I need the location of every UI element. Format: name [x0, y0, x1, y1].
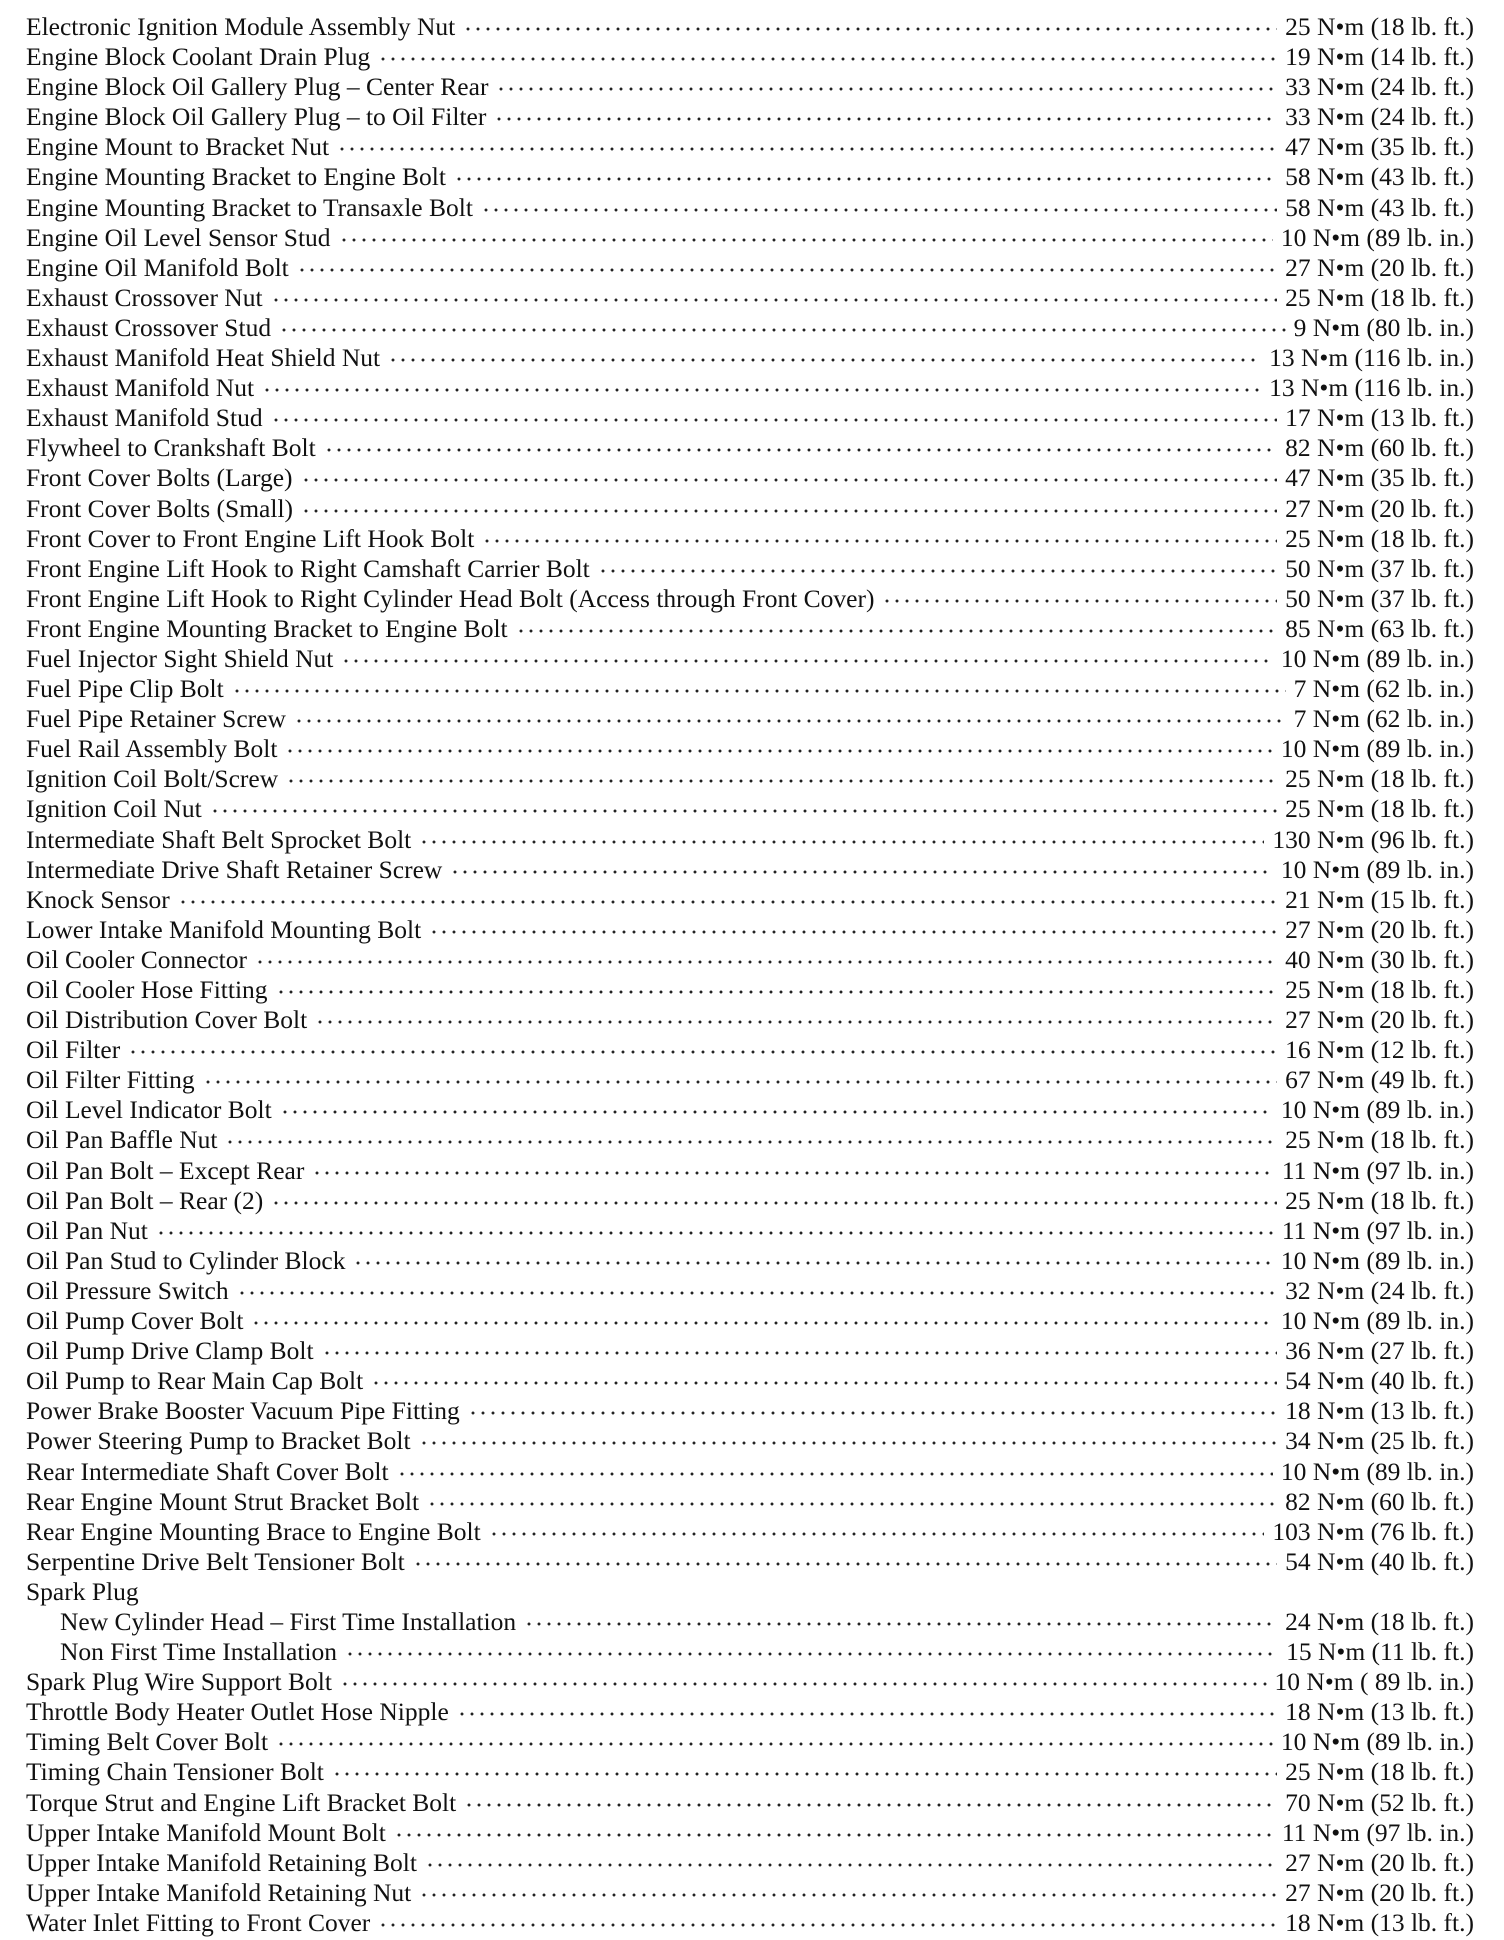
spec-label: Power Steering Pump to Bracket Bolt: [26, 1426, 411, 1456]
spec-value: 82 N•m (60 lb. ft.): [1285, 433, 1474, 463]
spec-label: Engine Block Oil Gallery Plug – Center Rear: [26, 72, 489, 102]
spec-sub-row: [26, 1637, 1474, 1667]
spec-value: 18 N•m (13 lb. ft.): [1285, 1907, 1474, 1937]
dot-leader: [156, 1229, 1274, 1237]
spec-label: Oil Pan Stud to Cylinder Block: [26, 1245, 346, 1275]
spec-value: 36 N•m (27 lb. ft.): [1285, 1336, 1474, 1366]
spec-value: 11 N•m (97 lb. in.): [1281, 1817, 1474, 1847]
spec-value: 16 N•m (12 lb. ft.): [1285, 1035, 1474, 1065]
spec-label: Oil Pump Drive Clamp Bolt: [26, 1336, 314, 1366]
spec-label: Engine Block Coolant Drain Plug: [26, 42, 371, 72]
dot-leader: [397, 1470, 1273, 1478]
dot-leader: [337, 145, 1277, 153]
spec-label: Rear Engine Mounting Brace to Engine Bolt: [26, 1516, 481, 1546]
dot-leader: [178, 898, 1277, 906]
spec-row: [26, 1878, 1474, 1908]
dot-leader: [394, 1831, 1274, 1839]
spec-label: Fuel Pipe Retainer Screw: [26, 704, 286, 734]
spec-label: Oil Level Indicator Bolt: [26, 1095, 272, 1125]
spec-value: 27 N•m (20 lb. ft.): [1285, 252, 1474, 282]
spec-value: 27 N•m (20 lb. ft.): [1285, 493, 1474, 523]
spec-row: [26, 614, 1474, 644]
spec-label: Ignition Coil Nut: [26, 794, 202, 824]
spec-value: 10 N•m (89 lb. in.): [1280, 643, 1474, 673]
spec-sub-row: [26, 1607, 1474, 1637]
spec-value: 54 N•m (40 lb. ft.): [1285, 1366, 1474, 1396]
dot-leader: [429, 928, 1277, 936]
spec-label: Front Engine Lift Hook to Right Camshaft Carrier Bolt: [26, 553, 590, 583]
spec-value: 33 N•m (24 lb. ft.): [1285, 72, 1474, 102]
dot-leader: [482, 537, 1277, 545]
spec-row: [26, 1426, 1474, 1456]
dot-leader: [494, 115, 1277, 123]
dot-leader: [463, 25, 1277, 33]
spec-label: New Cylinder Head – First Time Installation: [60, 1606, 517, 1636]
dot-leader: [297, 266, 1277, 274]
dot-leader: [427, 1500, 1277, 1508]
spec-label: Rear Engine Mount Strut Bracket Bolt: [26, 1486, 420, 1516]
spec-label: Fuel Rail Assembly Bolt: [26, 734, 278, 764]
spec-value: 50 N•m (37 lb. ft.): [1285, 583, 1474, 613]
dot-leader: [294, 717, 1286, 725]
spec-row: [26, 1216, 1474, 1246]
spec-row: [26, 223, 1474, 253]
spec-row: [26, 764, 1474, 794]
spec-row: [26, 253, 1474, 283]
spec-label: Exhaust Crossover Stud: [26, 312, 272, 342]
spec-value: 11 N•m (97 lb. in.): [1281, 1155, 1474, 1185]
spec-value: 130 N•m (96 lb. ft.): [1272, 824, 1474, 854]
spec-row: [26, 313, 1474, 343]
spec-value: 103 N•m (76 lb. ft.): [1272, 1516, 1474, 1546]
dot-leader: [225, 1138, 1277, 1146]
spec-value: 10 N•m (89 lb. in.): [1280, 854, 1474, 884]
dot-leader: [255, 958, 1277, 966]
spec-label: Timing Belt Cover Bolt: [26, 1727, 269, 1757]
dot-leader: [315, 1018, 1277, 1026]
dot-leader: [345, 1650, 1278, 1658]
spec-label: Knock Sensor: [26, 884, 170, 914]
spec-value: 25 N•m (18 lb. ft.): [1285, 764, 1474, 794]
spec-value: 47 N•m (35 lb. ft.): [1285, 132, 1474, 162]
spec-value: 33 N•m (24 lb. ft.): [1285, 102, 1474, 132]
spec-row: [26, 1005, 1474, 1035]
dot-leader: [332, 1770, 1277, 1778]
dot-leader: [280, 1108, 1273, 1116]
spec-value: 13 N•m (116 lb. in.): [1269, 343, 1474, 373]
dot-leader: [276, 988, 1278, 996]
spec-value: 24 N•m (18 lb. ft.): [1285, 1606, 1474, 1636]
spec-label: Front Engine Lift Hook to Right Cylinder Head Bolt (Access through Front Cover): [26, 583, 875, 613]
dot-leader: [468, 1409, 1277, 1417]
dot-leader: [378, 55, 1277, 63]
spec-label: Electronic Ignition Module Assembly Nut: [26, 12, 456, 41]
spec-row: [26, 1336, 1474, 1366]
dot-leader: [271, 1199, 1277, 1207]
spec-value: 25 N•m (18 lb. ft.): [1285, 1757, 1474, 1787]
spec-value: 40 N•m (30 lb. ft.): [1285, 944, 1474, 974]
spec-label: Lower Intake Manifold Mounting Bolt: [26, 914, 422, 944]
spec-value: 25 N•m (18 lb. ft.): [1285, 1185, 1474, 1215]
spec-label: Oil Filter Fitting: [26, 1065, 195, 1095]
spec-value: 25 N•m (18 lb. ft.): [1285, 794, 1474, 824]
spec-row: [26, 283, 1474, 313]
spec-value: 10 N•m (89 lb. in.): [1280, 1245, 1474, 1275]
dot-leader: [454, 175, 1277, 183]
spec-row: [26, 1065, 1474, 1095]
dot-leader: [340, 1680, 1267, 1688]
spec-label: Fuel Pipe Clip Bolt: [26, 674, 224, 704]
spec-row: [26, 1125, 1474, 1155]
spec-row: [26, 1818, 1474, 1848]
spec-row: [26, 825, 1474, 855]
spec-label: Throttle Body Heater Outlet Hose Nipple: [26, 1697, 449, 1727]
spec-row: [26, 674, 1474, 704]
dot-leader: [232, 687, 1286, 695]
dot-leader: [322, 1349, 1278, 1357]
spec-value: 32 N•m (24 lb. ft.): [1285, 1275, 1474, 1305]
dot-leader: [464, 1801, 1277, 1809]
spec-row: [26, 1156, 1474, 1186]
spec-value: 10 N•m (89 lb. in.): [1280, 1095, 1474, 1125]
spec-label: Exhaust Manifold Nut: [26, 373, 255, 403]
dot-leader: [203, 1078, 1278, 1086]
spec-row: [26, 704, 1474, 734]
spec-label: Exhaust Manifold Heat Shield Nut: [26, 343, 381, 373]
dot-leader: [312, 1169, 1274, 1177]
spec-value: 67 N•m (49 lb. ft.): [1285, 1065, 1474, 1095]
spec-row: [26, 1517, 1474, 1547]
spec-label: Ignition Coil Bolt/Screw: [26, 764, 279, 794]
spec-label: Water Inlet Fitting to Front Cover: [26, 1907, 371, 1937]
spec-label: Oil Pump to Rear Main Cap Bolt: [26, 1366, 364, 1396]
dot-leader: [598, 567, 1277, 575]
spec-row: [26, 945, 1474, 975]
dot-leader: [516, 627, 1278, 635]
dot-leader: [457, 1710, 1277, 1718]
dot-leader: [496, 85, 1277, 93]
dot-leader: [341, 657, 1273, 665]
spec-row: [26, 734, 1474, 764]
spec-row: [26, 1035, 1474, 1065]
spec-row: [26, 193, 1474, 223]
dot-leader: [450, 868, 1273, 876]
spec-row: [26, 885, 1474, 915]
spec-value: 27 N•m (20 lb. ft.): [1285, 1847, 1474, 1877]
spec-label: Front Cover to Front Engine Lift Hook Bolt: [26, 523, 475, 553]
spec-label: Oil Cooler Hose Fitting: [26, 975, 268, 1004]
spec-value: 82 N•m (60 lb. ft.): [1285, 1486, 1474, 1516]
spec-row: [26, 494, 1474, 524]
spec-row: [26, 72, 1474, 102]
spec-value: 34 N•m (25 lb. ft.): [1285, 1426, 1474, 1456]
spec-label: Engine Oil Level Sensor Stud: [26, 222, 331, 252]
spec-row: [26, 12, 1474, 42]
spec-row: [26, 1095, 1474, 1125]
spec-row: [26, 102, 1474, 132]
dot-leader: [301, 507, 1277, 515]
spec-label: Oil Pan Nut: [26, 1215, 148, 1245]
spec-row: [26, 1547, 1474, 1577]
dot-leader: [210, 807, 1277, 815]
spec-label: Exhaust Crossover Nut: [26, 282, 263, 312]
spec-label: Oil Pump Cover Bolt: [26, 1306, 244, 1336]
dot-leader: [271, 296, 1278, 304]
spec-label: Engine Mounting Bracket to Engine Bolt: [26, 162, 446, 192]
spec-value: 10 N•m ( 89 lb. in.): [1274, 1667, 1474, 1697]
spec-value: 15 N•m (11 lb. ft.): [1286, 1637, 1474, 1667]
torque-spec-list: [26, 12, 1474, 1938]
spec-row: [26, 1186, 1474, 1216]
dot-leader: [388, 356, 1261, 364]
spec-group-heading: [26, 1577, 1474, 1607]
spec-row: [26, 1908, 1474, 1938]
spec-label: Front Cover Bolts (Small): [26, 493, 294, 523]
spec-row: [26, 1246, 1474, 1276]
spec-label: Upper Intake Manifold Retaining Bolt: [26, 1847, 417, 1877]
dot-leader: [481, 206, 1277, 214]
dot-leader: [271, 416, 1278, 424]
dot-leader: [301, 476, 1278, 484]
spec-label: Oil Pressure Switch: [26, 1275, 229, 1305]
spec-row: [26, 1848, 1474, 1878]
dot-leader: [419, 1439, 1278, 1447]
spec-value: 54 N•m (40 lb. ft.): [1285, 1546, 1474, 1576]
spec-label: Spark Plug: [26, 1576, 139, 1606]
spec-label: Engine Mount to Bracket Nut: [26, 132, 330, 162]
spec-label: Engine Mounting Bracket to Transaxle Bolt: [26, 192, 473, 222]
spec-row: [26, 1727, 1474, 1757]
dot-leader: [128, 1048, 1277, 1056]
spec-value: 70 N•m (52 lb. ft.): [1285, 1787, 1474, 1817]
spec-label: Engine Block Oil Gallery Plug – to Oil Filter: [26, 102, 487, 132]
spec-label: Intermediate Drive Shaft Retainer Screw: [26, 854, 443, 884]
dot-leader: [419, 1891, 1277, 1899]
spec-value: 7 N•m (62 lb. in.): [1293, 704, 1474, 734]
dot-leader: [279, 326, 1286, 334]
spec-row: [26, 1276, 1474, 1306]
dot-leader: [339, 236, 1273, 244]
spec-row: [26, 855, 1474, 885]
spec-label: Rear Intermediate Shaft Cover Bolt: [26, 1456, 389, 1486]
spec-label: Oil Distribution Cover Bolt: [26, 1005, 308, 1035]
spec-value: 21 N•m (15 lb. ft.): [1285, 884, 1474, 914]
spec-value: 9 N•m (80 lb. in.): [1293, 312, 1474, 342]
spec-row: [26, 1757, 1474, 1787]
spec-row: [26, 524, 1474, 554]
spec-value: 27 N•m (20 lb. ft.): [1285, 914, 1474, 944]
dot-leader: [524, 1620, 1277, 1628]
spec-label: Oil Pan Bolt – Rear (2): [26, 1185, 264, 1215]
dot-leader: [276, 1740, 1273, 1748]
spec-value: 58 N•m (43 lb. ft.): [1285, 162, 1474, 192]
spec-label: Upper Intake Manifold Retaining Nut: [26, 1877, 412, 1907]
dot-leader: [425, 1861, 1277, 1869]
dot-leader: [419, 838, 1264, 846]
spec-label: Timing Chain Tensioner Bolt: [26, 1757, 324, 1787]
spec-value: 27 N•m (20 lb. ft.): [1285, 1877, 1474, 1907]
spec-value: 10 N•m (89 lb. in.): [1280, 1727, 1474, 1757]
dot-leader: [251, 1319, 1272, 1327]
dot-leader: [378, 1921, 1277, 1929]
spec-value: 25 N•m (18 lb. ft.): [1285, 282, 1474, 312]
spec-row: [26, 42, 1474, 72]
spec-row: [26, 1457, 1474, 1487]
dot-leader: [262, 386, 1261, 394]
spec-label: Spark Plug Wire Support Bolt: [26, 1667, 332, 1697]
spec-value: 10 N•m (89 lb. in.): [1280, 734, 1474, 764]
spec-label: Intermediate Shaft Belt Sprocket Bolt: [26, 824, 412, 854]
spec-row: [26, 915, 1474, 945]
dot-leader: [413, 1560, 1277, 1568]
spec-label: Oil Filter: [26, 1035, 121, 1065]
spec-row: [26, 463, 1474, 493]
spec-row: [26, 1396, 1474, 1426]
spec-value: 58 N•m (43 lb. ft.): [1285, 192, 1474, 222]
spec-row: [26, 644, 1474, 674]
spec-label: Non First Time Installation: [60, 1637, 337, 1667]
spec-value: 18 N•m (13 lb. ft.): [1285, 1697, 1474, 1727]
spec-row: [26, 975, 1474, 1005]
spec-row: [26, 1667, 1474, 1697]
spec-label: Fuel Injector Sight Shield Nut: [26, 643, 334, 673]
spec-row: [26, 1487, 1474, 1517]
spec-row: [26, 132, 1474, 162]
dot-leader: [371, 1379, 1277, 1387]
spec-value: 25 N•m (18 lb. ft.): [1285, 12, 1474, 41]
spec-value: 25 N•m (18 lb. ft.): [1285, 1125, 1474, 1155]
spec-row: [26, 1697, 1474, 1727]
spec-value: 11 N•m (97 lb. in.): [1281, 1215, 1474, 1245]
spec-label: Flywheel to Crankshaft Bolt: [26, 433, 316, 463]
spec-value: 47 N•m (35 lb. ft.): [1285, 463, 1474, 493]
spec-value: 50 N•m (37 lb. ft.): [1285, 553, 1474, 583]
dot-leader: [353, 1259, 1272, 1267]
spec-value: 17 N•m (13 lb. ft.): [1285, 403, 1474, 433]
spec-label: Oil Cooler Connector: [26, 944, 247, 974]
spec-row: [26, 554, 1474, 584]
spec-label: Torque Strut and Engine Lift Bracket Bolt: [26, 1787, 457, 1817]
spec-value: 25 N•m (18 lb. ft.): [1285, 523, 1474, 553]
spec-row: [26, 343, 1474, 373]
spec-label: Exhaust Manifold Stud: [26, 403, 263, 433]
spec-value: 10 N•m (89 lb. in.): [1280, 1456, 1474, 1486]
spec-label: Front Engine Mounting Bracket to Engine Bolt: [26, 613, 508, 643]
spec-value: 10 N•m (89 lb. in.): [1280, 1306, 1474, 1336]
spec-row: [26, 584, 1474, 614]
spec-label: Power Brake Booster Vacuum Pipe Fitting: [26, 1396, 460, 1426]
spec-value: 25 N•m (18 lb. ft.): [1285, 975, 1474, 1004]
spec-row: [26, 1788, 1474, 1818]
spec-value: 19 N•m (14 lb. ft.): [1285, 42, 1474, 72]
dot-leader: [286, 777, 1277, 785]
spec-value: 7 N•m (62 lb. in.): [1293, 674, 1474, 704]
spec-row: [26, 433, 1474, 463]
dot-leader: [882, 597, 1277, 605]
dot-leader: [324, 446, 1277, 454]
spec-label: Serpentine Drive Belt Tensioner Bolt: [26, 1546, 405, 1576]
spec-label: Oil Pan Bolt – Except Rear: [26, 1155, 305, 1185]
spec-row: [26, 403, 1474, 433]
spec-row: [26, 162, 1474, 192]
spec-value: 18 N•m (13 lb. ft.): [1285, 1396, 1474, 1426]
dot-leader: [237, 1289, 1278, 1297]
spec-row: [26, 794, 1474, 824]
spec-value: 85 N•m (63 lb. ft.): [1285, 613, 1474, 643]
spec-label: Upper Intake Manifold Mount Bolt: [26, 1817, 386, 1847]
dot-leader: [285, 747, 1272, 755]
spec-value: 13 N•m (116 lb. in.): [1269, 373, 1474, 403]
spec-row: [26, 373, 1474, 403]
spec-label: Oil Pan Baffle Nut: [26, 1125, 218, 1155]
dot-leader: [489, 1530, 1265, 1538]
spec-label: Engine Oil Manifold Bolt: [26, 252, 289, 282]
spec-row: [26, 1366, 1474, 1396]
spec-label: Front Cover Bolts (Large): [26, 463, 293, 493]
spec-row: [26, 1306, 1474, 1336]
spec-value: 10 N•m (89 lb. in.): [1280, 222, 1474, 252]
spec-value: 27 N•m (20 lb. ft.): [1285, 1005, 1474, 1035]
